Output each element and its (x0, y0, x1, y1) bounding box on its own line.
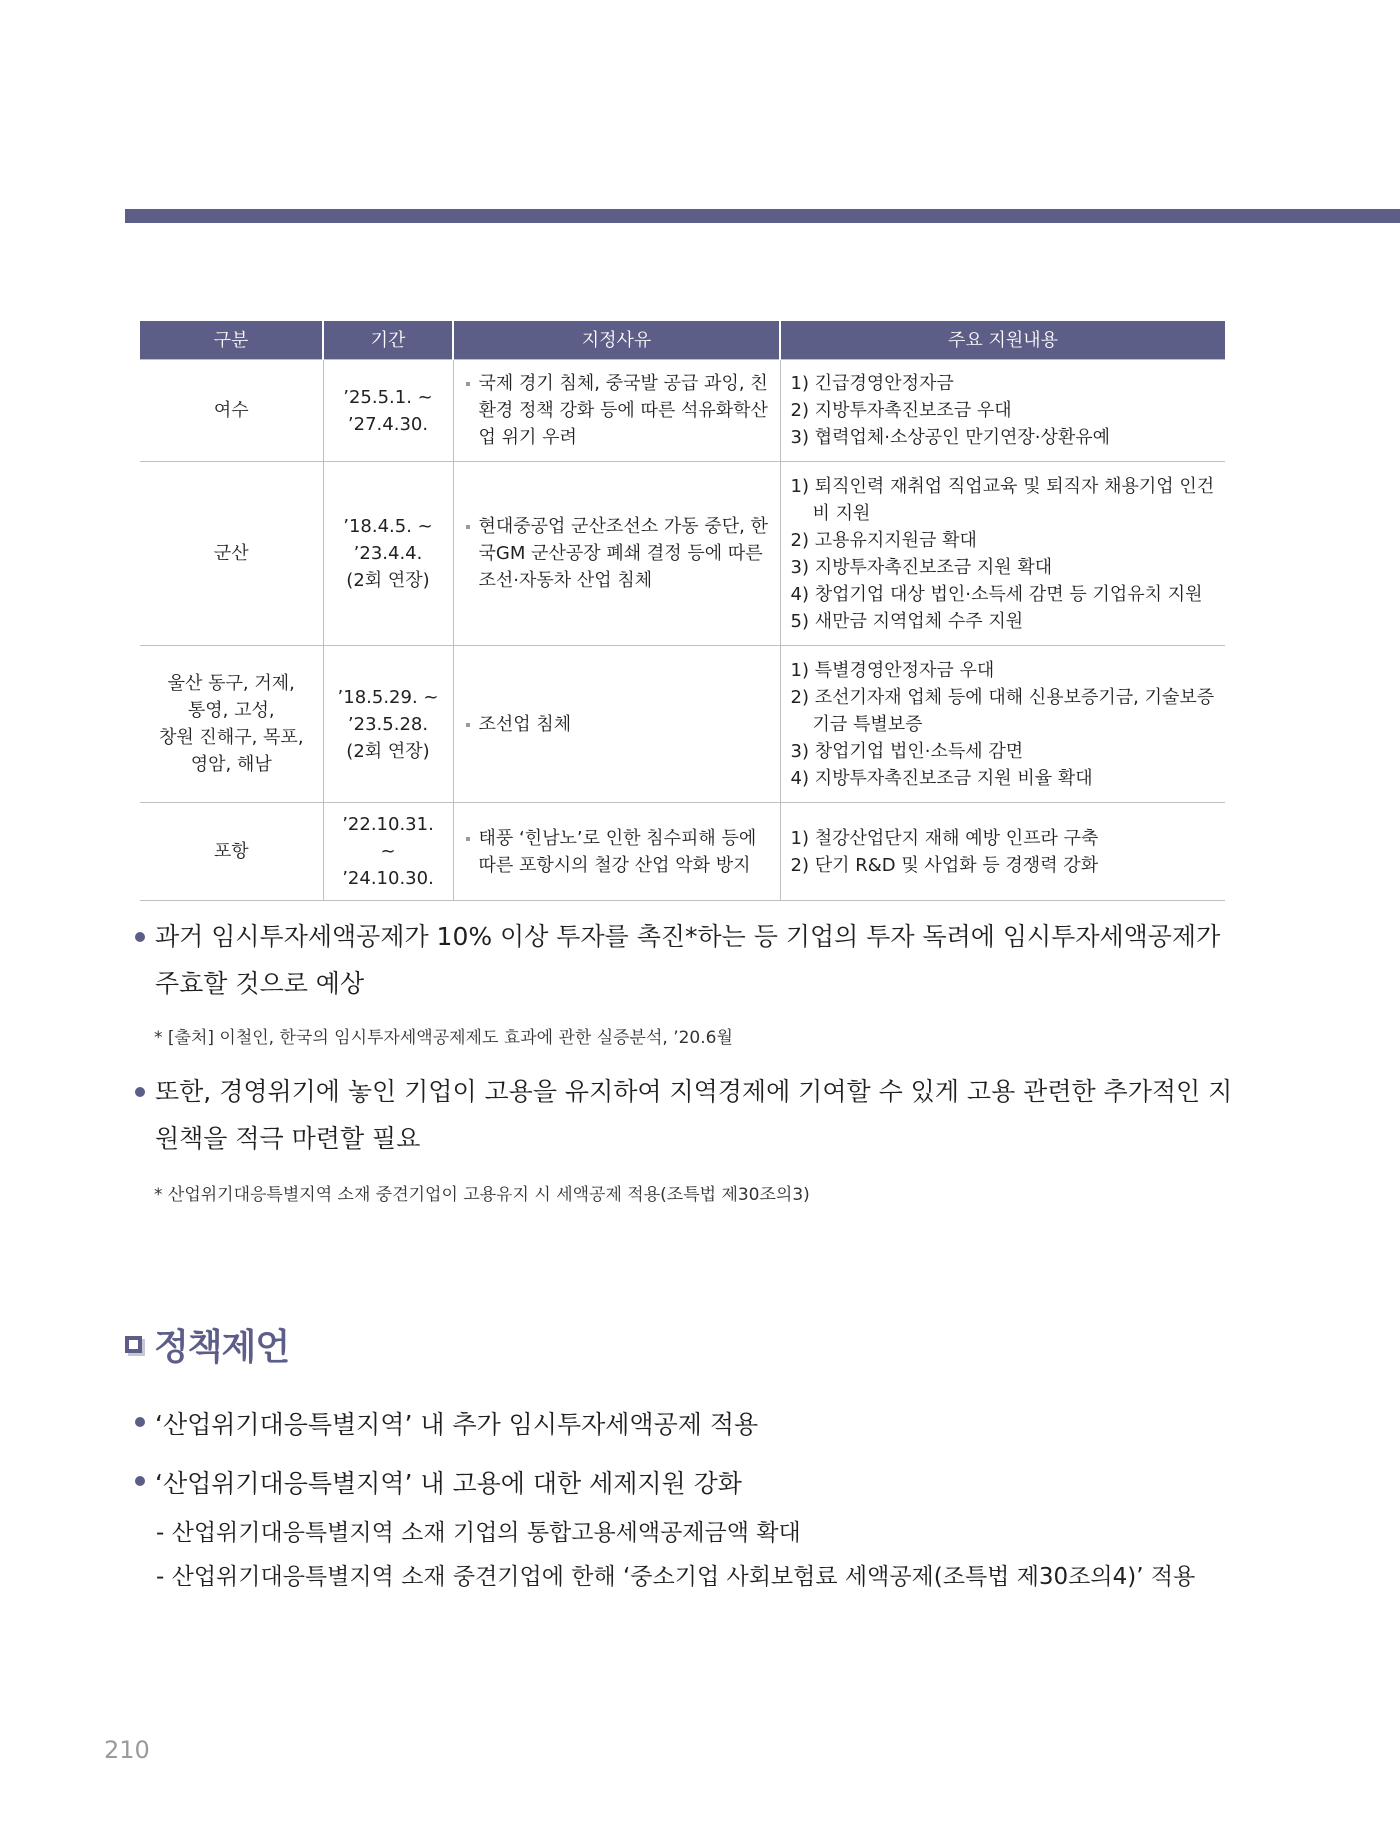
proposal-text: ‘산업위기대응특별지역’ 내 추가 임시투자세액공제 적용 (155, 1410, 759, 1439)
header-reason: 지정사유 (453, 321, 780, 360)
proposal-text: ‘산업위기대응특별지역’ 내 고용에 대한 세제지원 강화 (155, 1469, 742, 1498)
region-cell (140, 646, 323, 803)
period-cell (323, 646, 453, 803)
square-box-icon (125, 1336, 142, 1353)
reason-cell (453, 646, 780, 803)
proposal-item (136, 1464, 742, 1500)
support-cell (780, 646, 1225, 803)
period-cell (323, 462, 453, 646)
reason-cell (453, 462, 780, 646)
top-decorative-band (125, 209, 1400, 223)
region-cell (140, 462, 323, 646)
reason-cell (453, 803, 780, 901)
support-item: 2) 단기 R&D 및 사업화 등 경쟁력 강화 (790, 854, 1099, 876)
period-line: ’22.10.31. ~ (342, 814, 434, 862)
header-period: 기간 (323, 321, 453, 360)
bullet-dot-icon (135, 1417, 145, 1427)
finding-text: 과거 임시투자세액공제가 10% 이상 투자를 촉진*하는 등 기업의 투자 독려에 임시투자세액공제가 주효할 것으로 예상 (155, 922, 1221, 998)
finding-paragraph (136, 1068, 1236, 1162)
finding-paragraph (136, 913, 1236, 1007)
support-cell (780, 462, 1225, 646)
reason-item: 조선업 침체 (464, 711, 770, 738)
region-line: 울산 동구, 거제, (167, 673, 295, 694)
period-cell (323, 360, 453, 462)
reason-item: 국제 경기 침체, 중국발 공급 과잉, 친환경 정책 강화 등에 따른 석유화학산업 위기 우려 (464, 370, 770, 451)
region-line: 여수 (213, 400, 249, 421)
support-item: 1) 퇴직인력 재취업 직업교육 및 퇴직자 채용기업 인건비 지원 (790, 475, 1215, 524)
support-item: 1) 특별경영안정자금 우대 (790, 659, 995, 681)
period-line: ’18.5.29. ~ (337, 686, 439, 708)
support-cell (780, 803, 1225, 901)
region-cell (140, 803, 323, 901)
period-line: ’23.4.4. (353, 543, 423, 564)
support-item: 1) 긴급경영안정자금 (790, 373, 954, 394)
proposal-subitem: - 산업위기대응특별지역 소재 기업의 통합고용세액공제금액 확대 (156, 1520, 801, 1546)
support-item: 3) 창업기업 법인·소득세 감면 (790, 740, 1024, 762)
table-header-row (140, 321, 1225, 360)
proposal-item (136, 1405, 758, 1441)
bullet-dot-icon (135, 932, 145, 942)
support-item: 4) 지방투자촉진보조금 지원 비율 확대 (790, 767, 1093, 789)
reason-cell (453, 360, 780, 462)
table-row (140, 360, 1225, 462)
section-heading (125, 1322, 289, 1366)
page-number: 210 (104, 1736, 150, 1764)
table-row (140, 646, 1225, 803)
period-cell (323, 803, 453, 901)
table-row (140, 803, 1225, 901)
period-line: ’25.5.1. ~ (343, 386, 433, 408)
region-line: 통영, 고성, (187, 700, 275, 721)
proposal-subitem: - 산업위기대응특별지역 소재 중견기업에 한해 ‘중소기업 사회보험료 세액공제(조특법 제30조의4)’ 적용 (156, 1564, 1196, 1590)
region-line: 군산 (213, 543, 249, 564)
support-item: 3) 협력업체·소상공인 만기연장·상환유예 (790, 427, 1111, 448)
support-item: 2) 지방투자촉진보조금 우대 (790, 400, 1012, 421)
region-line: 영암, 해남 (190, 754, 272, 775)
table-row (140, 462, 1225, 646)
period-line: (2회 연장) (346, 740, 430, 762)
bullet-dot-icon (135, 1087, 145, 1097)
support-item: 2) 조선기자재 업체 등에 대해 신용보증기금, 기술보증기금 특별보증 (790, 686, 1215, 735)
period-line: ’24.10.30. (342, 868, 434, 889)
period-line: (2회 연장) (346, 570, 430, 591)
header-support: 주요 지원내용 (780, 321, 1225, 360)
header-category: 구분 (140, 321, 323, 360)
reason-item: 현대중공업 군산조선소 가동 중단, 한국GM 군산공장 폐쇄 결정 등에 따른 조선·자동차 산업 침체 (464, 513, 770, 594)
support-item: 3) 지방투자촉진보조금 지원 확대 (790, 556, 1053, 578)
support-cell (780, 360, 1225, 462)
support-item: 5) 새만금 지역업체 수주 지원 (790, 610, 1024, 632)
finding-text: 또한, 경영위기에 놓인 기업이 고용을 유지하여 지역경제에 기여할 수 있게 고용 관련한 추가적인 지원책을 적극 마련할 필요 (155, 1077, 1233, 1153)
support-item: 2) 고용유지지원금 확대 (790, 529, 977, 551)
period-line: ’18.4.5. ~ (343, 516, 433, 537)
bullet-dot-icon (135, 1476, 145, 1486)
region-line: 창원 진해구, 목포, (158, 727, 304, 748)
period-line: ’23.5.28. (347, 713, 429, 735)
period-line: ’27.4.30. (347, 413, 429, 435)
section-title: 정책제언 (154, 1326, 290, 1368)
support-item: 4) 창업기업 대상 법인·소득세 감면 등 기업유치 지원 (790, 583, 1203, 605)
footnote: * 산업위기대응특별지역 소재 중견기업이 고용유지 시 세액공제 적용(조특법 제30조의3) (154, 1185, 810, 1205)
region-cell (140, 360, 323, 462)
crisis-region-table (140, 321, 1225, 901)
reason-item: 태풍 ‘힌남노’로 인한 침수피해 등에 따른 포항시의 철강 산업 악화 방지 (464, 825, 770, 879)
region-line: 포항 (213, 841, 249, 862)
support-item: 1) 철강산업단지 재해 예방 인프라 구축 (790, 827, 1099, 849)
footnote: * [출처] 이철인, 한국의 임시투자세액공제제도 효과에 관한 실증분석, ’20.6월 (154, 1028, 733, 1048)
